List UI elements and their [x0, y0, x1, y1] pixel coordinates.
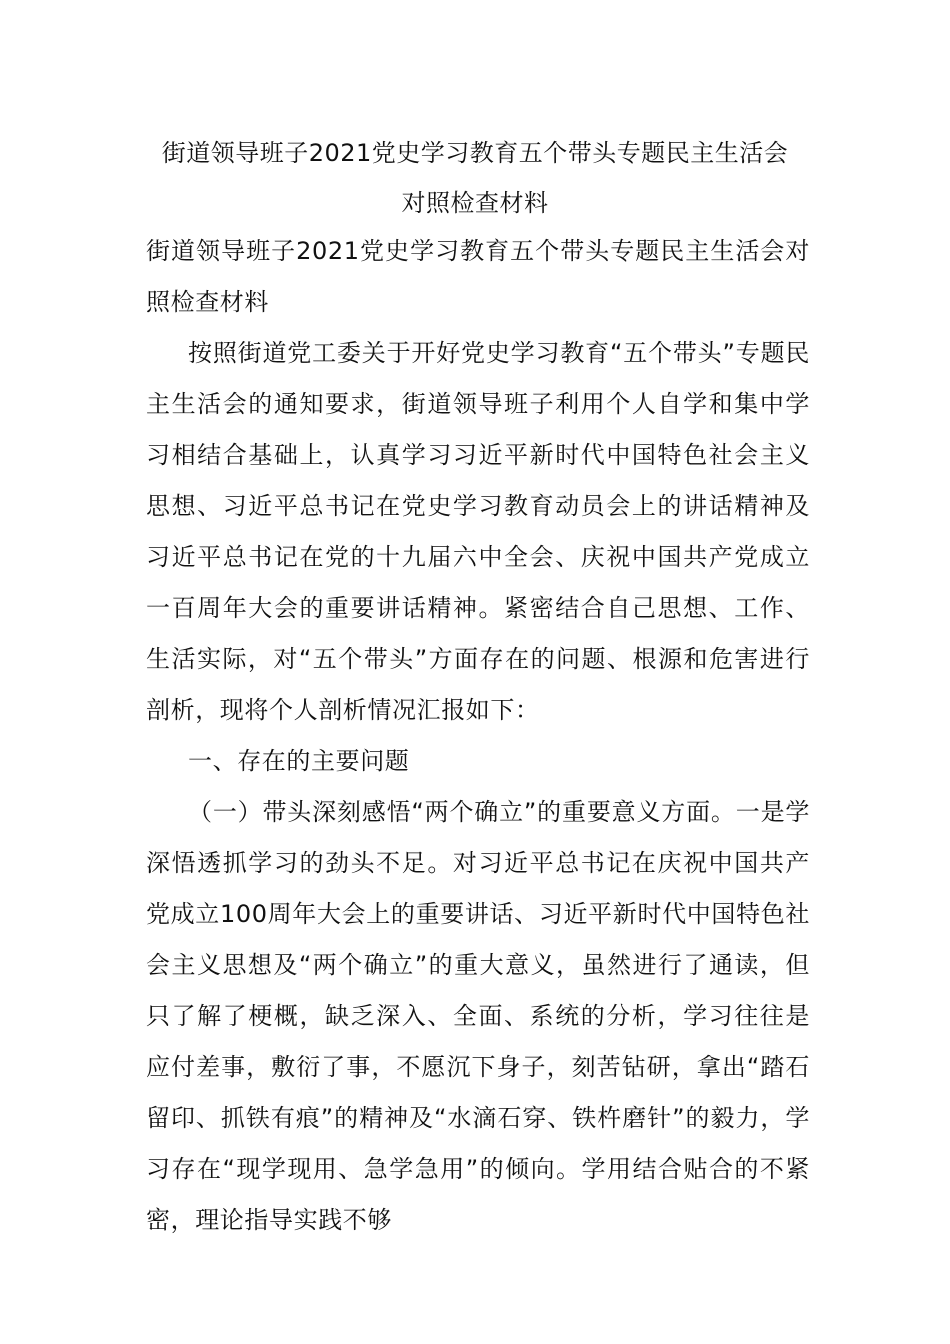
section-heading-1: 一、存在的主要问题 [188, 747, 410, 775]
intro-paragraph: 按照街道党工委关于开好党史学习教育“五个带头”专题民主生活会的通知要求，街道领导班子利用个人自学和集中学习相结合基础上，认真学习习近平新时代中国特色社会主义思想、习近平总书记在党史学习教育动员会上的讲话精神及习近平总书记在党的十九届六中全会、庆祝中国共产党成立一百周年大会的重要讲话精神。紧密结合自己思想、工作、生活实际，对“五个带头”方面存在的问题、根源和危害进行剖析，现将个人剖析情况汇报如下： [146, 339, 810, 724]
document-body [146, 226, 810, 1246]
document-title [120, 128, 830, 228]
title-line-2: 对照检查材料 [401, 189, 549, 217]
title-line-1: 街道领导班子2021党史学习教育五个带头专题民主生活会 [161, 139, 789, 167]
paragraph-1: （一）带头深刻感悟“两个确立”的重要意义方面。一是学深悟透抓学习的劲头不足。对习近平总书记在庆祝中国共产党成立100周年大会上的重要讲话、习近平新时代中国特色社会主义思想及“两个确立”的重大意义，虽然进行了通读，但只了解了梗概，缺乏深入、全面、系统的分析，学习往往是应付差事，敷衍了事，不愿沉下身子，刻苦钻研，拿出“踏石留印、抓铁有痕”的精神及“水滴石穿、铁杵磨针”的毅力，学习存在“现学现用、急学急用”的倾向。学用结合贴合的不紧密，理论指导实践不够 [146, 798, 810, 1234]
repeated-title: 街道领导班子2021党史学习教育五个带头专题民主生活会对照检查材料 [146, 237, 810, 316]
